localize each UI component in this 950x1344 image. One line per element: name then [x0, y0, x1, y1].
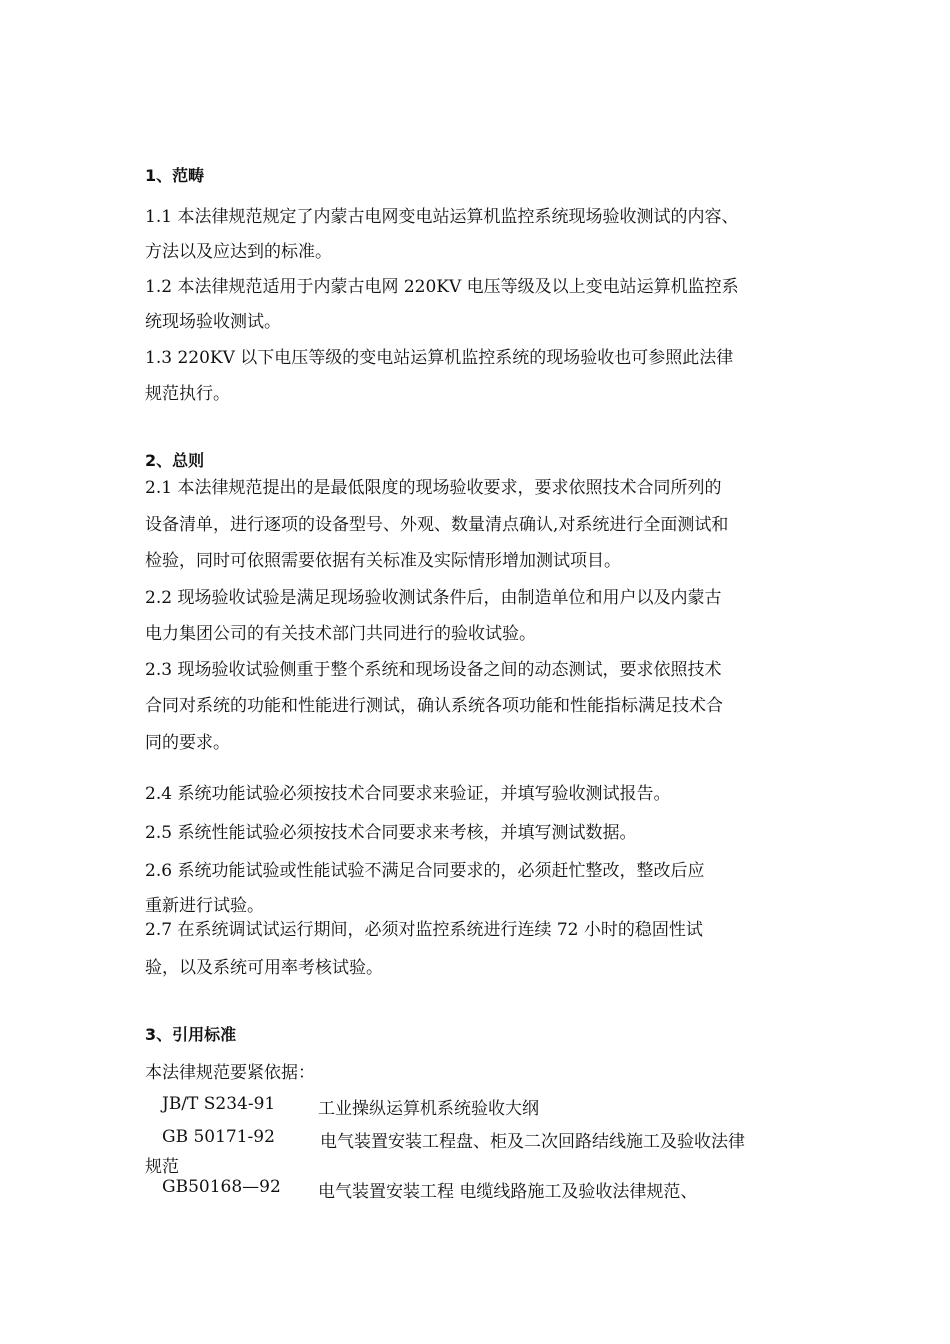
section-1-line: 方法以及应达到的标准。 [145, 242, 332, 262]
reference-title: 工业操纵运算机系统验收大纲 [318, 1099, 539, 1119]
section-2-line: 2.7 在系统调试试运行期间，必须对监控系统进行连续 72 小时的稳固性试 [145, 920, 703, 940]
reference-code: GB 50171-92 [162, 1127, 275, 1147]
section-2-line: 重新进行试验。 [145, 896, 264, 916]
section-1-line: 1.2 本法律规范适用于内蒙古电网 220KV 电压等级及以上变电站运算机监控系 [145, 277, 739, 297]
section-2-line: 2.2 现场验收试验是满足现场验收测试条件后，由制造单位和用户以及内蒙古 [145, 588, 722, 608]
section-2-heading: 2、总则 [145, 451, 205, 470]
section-2-line: 2.6 系统功能试验或性能试验不满足合同要求的，必须赶忙整改，整改后应 [145, 861, 705, 881]
section-2-line: 2.3 现场验收试验侧重于整个系统和现场设备之间的动态测试，要求依照技术 [145, 660, 722, 680]
section-2-line: 设备清单，进行逐项的设备型号、外观、数量清点确认,对系统进行全面测试和 [145, 515, 729, 535]
section-3-intro: 本法律规范要紧依据： [145, 1063, 315, 1083]
section-1-line: 规范执行。 [145, 384, 230, 404]
section-2-line: 合同对系统的功能和性能进行测试，确认系统各项功能和性能指标满足技术合 [145, 696, 723, 716]
reference-code: JB/T S234-91 [162, 1094, 276, 1114]
section-1-line: 统现场验收测试。 [145, 312, 281, 332]
section-2-line: 同的要求。 [145, 733, 230, 753]
section-2-line: 2.5 系统性能试验必须按技术合同要求来考核，并填写测试数据。 [145, 823, 637, 843]
section-2-line: 验，以及系统可用率考核试验。 [145, 958, 383, 978]
section-1-line: 1.1 本法律规范规定了内蒙古电网变电站运算机监控系统现场验收测试的内容、 [145, 207, 739, 227]
section-2-line: 2.1 本法律规范提出的是最低限度的现场验收要求，要求依照技术合同所列的 [145, 478, 722, 498]
section-3-heading: 3、引用标准 [145, 1025, 237, 1044]
reference-title-continuation: 规范 [145, 1157, 179, 1177]
section-2-line: 2.4 系统功能试验必须按技术合同要求来验证，并填写验收测试报告。 [145, 784, 671, 804]
reference-title: 电气装置安装工程 电缆线路施工及验收法律规范、 [318, 1182, 698, 1202]
reference-code: GB50168—92 [162, 1177, 281, 1197]
section-2-line: 检验，同时可依照需要依据有关标准及实际情形增加测试项目。 [145, 551, 621, 571]
section-1-heading: 1、范畴 [145, 166, 205, 185]
reference-title: 电气装置安装工程盘、柜及二次回路结线施工及验收法律 [320, 1132, 745, 1152]
section-2-line: 电力集团公司的有关技术部门共同进行的验收试验。 [145, 624, 536, 644]
section-1-line: 1.3 220KV 以下电压等级的变电站运算机监控系统的现场验收也可参照此法律 [145, 348, 734, 368]
